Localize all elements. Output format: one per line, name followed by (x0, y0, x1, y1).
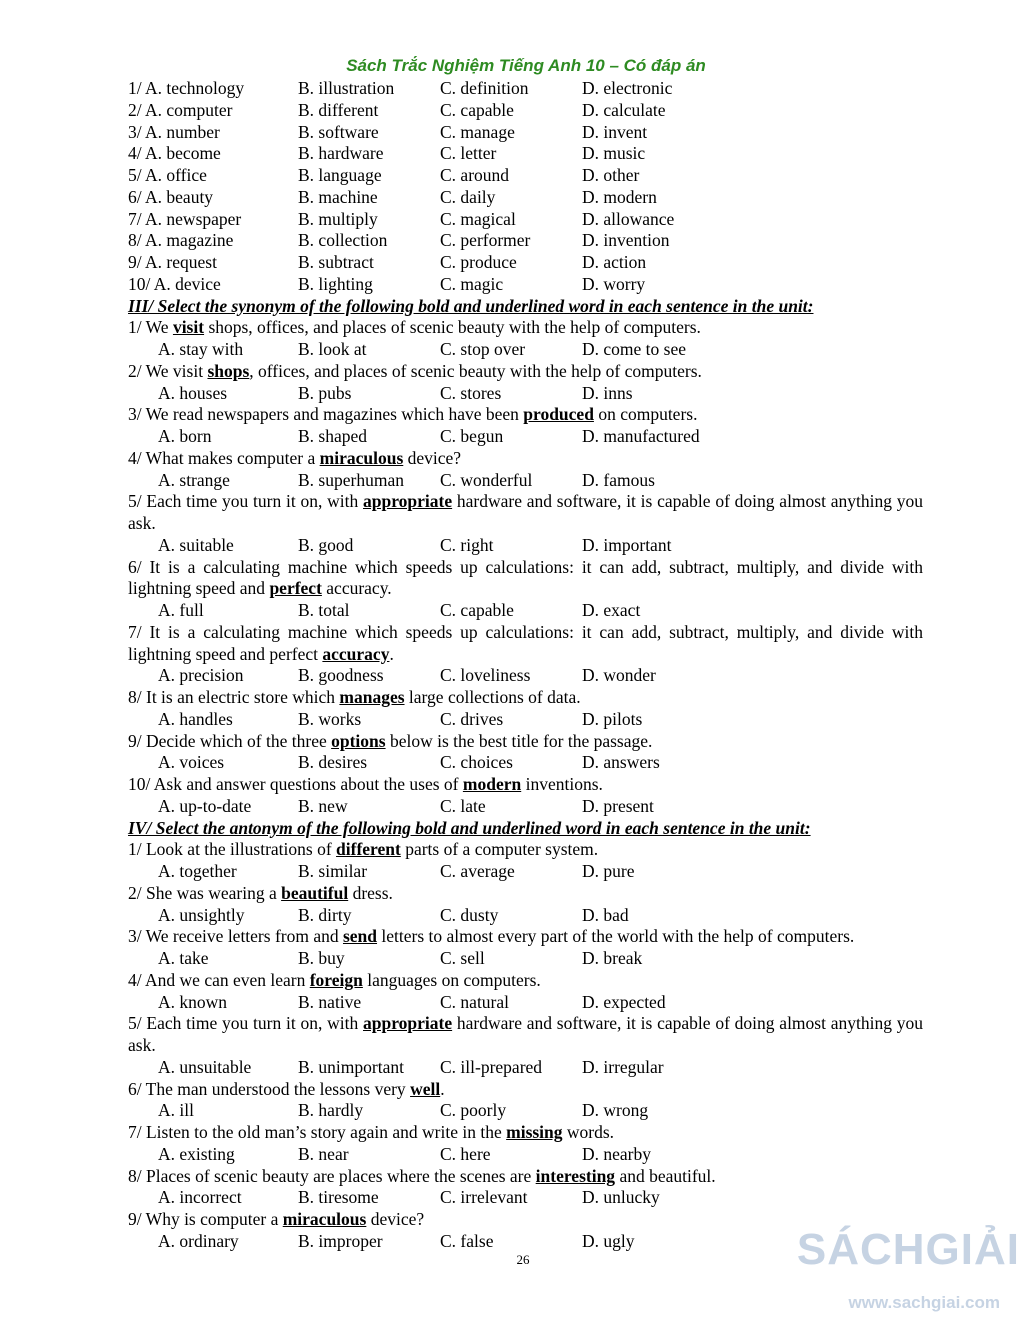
question-suffix: parts of a computer system. (400, 839, 599, 860)
pronunciation-option: B. hardware (298, 143, 384, 164)
keyword: interesting (535, 1165, 616, 1186)
pronunciation-row (128, 122, 923, 144)
question-text (128, 883, 923, 905)
pronunciation-option: D. worry (582, 273, 646, 294)
pronunciation-option: D. invent (582, 121, 648, 142)
pronunciation-option: C. definition (440, 78, 529, 98)
answer-option: B. works (298, 708, 362, 729)
pronunciation-option: C. performer (440, 230, 531, 251)
pronunciation-option: B. lighting (298, 273, 373, 294)
pronunciation-option: B. illustration (298, 78, 395, 98)
answer-options (128, 1187, 923, 1209)
question-suffix: letters to almost every part of the world with the help of computers. (377, 926, 855, 947)
answer-options (128, 752, 923, 774)
keyword: miraculous (319, 447, 404, 468)
question-prefix: 7/ It is a calculating machine which speeds up calculations: it can add, subtract, multiply, and divide with lightning speed and perfect (128, 621, 923, 664)
pronunciation-row (128, 274, 923, 296)
answer-options (128, 535, 923, 557)
question-prefix: 6/ The man understood the lessons very (128, 1078, 411, 1099)
question-suffix: . (440, 1078, 445, 1099)
question-text (128, 687, 923, 709)
answer-options (128, 796, 923, 818)
pronunciation-option: C. manage (440, 121, 515, 142)
keyword: appropriate (363, 1013, 453, 1034)
answer-option: A. together (158, 861, 237, 881)
question-prefix: 6/ It is a calculating machine which speeds up calculations: it can add, subtract, multiply, and divide with lightning speed and (128, 556, 923, 599)
pronunciation-row (128, 209, 923, 231)
worksheet-content (128, 78, 923, 1253)
keyword: options (331, 730, 386, 751)
answer-option: C. irrelevant (440, 1187, 528, 1208)
answer-option: B. shaped (298, 426, 368, 446)
question-prefix: 9/ Why is computer a (128, 1209, 283, 1229)
answer-option: A. known (158, 991, 228, 1012)
answer-option: B. native (298, 991, 362, 1012)
question-text (128, 1079, 923, 1101)
keyword: well (410, 1078, 441, 1099)
answer-option: A. incorrect (158, 1187, 242, 1208)
answer-option: D. wonder (582, 665, 656, 686)
answer-option: A. ill (158, 1100, 194, 1121)
answer-option: B. unimportant (298, 1056, 404, 1077)
question-prefix: 4/ What makes computer a (128, 447, 320, 468)
pronunciation-option: C. magic (440, 273, 504, 294)
answer-options (128, 905, 923, 927)
question-prefix: 3/ We read newspapers and magazines which have been (128, 404, 524, 425)
question-suffix: words. (562, 1122, 615, 1142)
answer-option: D. expected (582, 991, 666, 1012)
answer-options (128, 1057, 923, 1079)
pronunciation-row (128, 78, 923, 100)
pronunciation-option: B. software (298, 121, 379, 142)
page-number: 26 (516, 1252, 530, 1267)
answer-option: A. existing (158, 1143, 235, 1164)
answer-option: B. tiresome (298, 1187, 379, 1208)
question-prefix: 1/ We (128, 317, 173, 338)
answer-options (128, 1100, 923, 1122)
answer-option: A. take (158, 948, 209, 968)
watermark (796, 1215, 1020, 1325)
answer-option: D. manufactured (582, 426, 700, 446)
question-prefix: 7/ Listen to the old man’s story again and write in the (128, 1122, 507, 1142)
answer-option: C. capable (440, 600, 514, 620)
pronunciation-row (128, 100, 923, 122)
answer-option: A. voices (158, 752, 225, 773)
section-title: III/ Select the synonym of the following bold and underlined word in each sentence in the unit: (128, 295, 814, 316)
watermark-url: www.sachgiai.com (848, 1293, 1000, 1312)
answer-option: D. ugly (582, 1230, 635, 1251)
pronunciation-row (128, 187, 923, 209)
answer-option: D. answers (582, 752, 660, 773)
keyword: accuracy (322, 643, 390, 664)
answer-options (128, 600, 923, 622)
answer-option: A. houses (158, 382, 228, 403)
answer-option: A. stay with (158, 339, 244, 359)
question-prefix: 3/ We receive letters from and (128, 926, 343, 947)
keyword: produced (523, 404, 594, 425)
keyword: appropriate (363, 491, 453, 512)
question-text (128, 1013, 923, 1057)
answer-option: B. improper (298, 1230, 383, 1251)
pronunciation-option: C. capable (440, 99, 514, 120)
answer-option: A. suitable (158, 534, 234, 555)
question-suffix: accuracy. (321, 578, 392, 599)
answer-option: C. drives (440, 708, 504, 729)
pronunciation-option: D. invention (582, 230, 670, 251)
pronunciation-option: 5/ A. office (128, 165, 207, 185)
answer-option: A. up-to-date (158, 795, 252, 816)
answer-option: B. near (298, 1143, 349, 1164)
answer-option: C. sell (440, 948, 485, 968)
question-suffix: large collections of data. (404, 687, 581, 707)
question-text (128, 317, 923, 339)
answer-option: D. inns (582, 382, 633, 403)
keyword: modern (462, 774, 522, 794)
pronunciation-option: B. machine (298, 186, 378, 207)
answer-option: B. goodness (298, 665, 384, 686)
answer-option: D. wrong (582, 1100, 649, 1121)
question-prefix: 8/ Places of scenic beauty are places where the scenes are (128, 1165, 536, 1186)
answer-option: A. handles (158, 708, 233, 729)
pronunciation-option: 3/ A. number (128, 121, 220, 142)
question-text (128, 731, 923, 753)
question-suffix: dress. (348, 882, 393, 903)
question-suffix: hardware and software, it is capable of doing almost anything you ask. (128, 491, 923, 533)
pronunciation-option: D. modern (582, 186, 657, 207)
keyword: send (342, 926, 378, 947)
pronunciation-option: D. other (582, 165, 640, 185)
keyword: miraculous (282, 1209, 367, 1229)
answer-option: C. here (440, 1143, 491, 1164)
pronunciation-option: D. electronic (582, 78, 673, 98)
pronunciation-row (128, 165, 923, 187)
pronunciation-option: C. produce (440, 252, 517, 272)
pronunciation-option: 9/ A. request (128, 252, 217, 272)
question-prefix: 2/ She was wearing a (128, 882, 282, 903)
answer-options (128, 1144, 923, 1166)
answer-option: D. nearby (582, 1143, 652, 1164)
question-text (128, 404, 923, 426)
section-title: IV/ Select the antonym of the following bold and underlined word in each sentence in the unit: (128, 817, 811, 838)
answer-option: B. pubs (298, 382, 352, 403)
pronunciation-option: B. collection (298, 230, 388, 251)
question-text (128, 1166, 923, 1188)
pronunciation-option: 2/ A. computer (128, 99, 233, 120)
answer-option: C. natural (440, 991, 510, 1012)
question-suffix: and beautiful. (615, 1165, 716, 1186)
pronunciation-option: D. music (582, 143, 646, 164)
answer-option: A. born (158, 426, 212, 446)
keyword: missing (506, 1122, 563, 1142)
question-suffix: shops, offices, and places of scenic beauty with the help of computers. (204, 317, 701, 338)
page-header: Sách Trắc Nghiệm Tiếng Anh 10 – Có đáp án (346, 56, 706, 75)
answer-option: A. strange (158, 469, 230, 490)
question-suffix: device? (403, 447, 462, 468)
keyword: beautiful (281, 882, 349, 903)
answer-options (128, 861, 923, 883)
answer-options (128, 948, 923, 970)
question-prefix: 1/ Look at the illustrations of (128, 839, 337, 860)
answer-option: C. stores (440, 382, 502, 403)
answer-options (128, 992, 923, 1014)
pronunciation-option: B. different (298, 99, 379, 120)
pronunciation-option: D. calculate (582, 99, 666, 120)
answer-options (128, 383, 923, 405)
answer-option: D. pure (582, 861, 635, 881)
keyword: shops (207, 360, 250, 381)
answer-option: C. average (440, 861, 515, 881)
pronunciation-option: 7/ A. newspaper (128, 208, 242, 229)
question-suffix: below is the best title for the passage. (385, 730, 653, 751)
keyword: different (336, 839, 401, 860)
answer-option: C. poorly (440, 1100, 507, 1121)
pronunciation-row (128, 252, 923, 274)
question-text (128, 1122, 923, 1144)
question-prefix: 4/ And we can even learn (128, 969, 310, 990)
answer-option: D. famous (582, 469, 655, 490)
question-text (128, 361, 923, 383)
question-prefix: 2/ We visit (128, 360, 208, 381)
pronunciation-option: C. daily (440, 186, 496, 207)
answer-option: C. begun (440, 426, 504, 446)
pronunciation-option: C. letter (440, 143, 497, 164)
answer-options (128, 665, 923, 687)
answer-option: B. dirty (298, 904, 352, 925)
question-suffix: , offices, and places of scenic beauty with the help of computers. (249, 360, 702, 381)
question-prefix: 5/ Each time you turn it on, with (128, 491, 363, 512)
question-text (128, 774, 923, 796)
answer-option: A. unsightly (158, 904, 245, 925)
answer-option: A. ordinary (158, 1230, 239, 1251)
pronunciation-option: 8/ A. magazine (128, 230, 234, 251)
question-text (128, 622, 923, 666)
answer-option: B. new (298, 795, 348, 816)
answer-option: B. total (298, 600, 350, 620)
pronunciation-option: B. multiply (298, 208, 378, 229)
question-text (128, 839, 923, 861)
keyword: perfect (269, 578, 322, 599)
keyword: foreign (309, 969, 363, 990)
answer-options (128, 339, 923, 361)
answer-option: D. come to see (582, 339, 686, 359)
answer-option: D. pilots (582, 708, 643, 729)
pronunciation-option: D. action (582, 252, 647, 272)
answer-option: C. ill-prepared (440, 1056, 543, 1077)
pronunciation-option: B. language (298, 165, 382, 185)
question-prefix: 9/ Decide which of the three (128, 730, 332, 751)
answer-option: B. superhuman (298, 469, 404, 490)
question-prefix: 10/ Ask and answer questions about the uses of (128, 774, 463, 794)
answer-option: C. choices (440, 752, 513, 773)
question-suffix: languages on computers. (362, 969, 541, 990)
answer-option: C. false (440, 1230, 494, 1251)
answer-option: A. unsuitable (158, 1056, 252, 1077)
question-suffix: inventions. (521, 774, 603, 794)
answer-options (128, 470, 923, 492)
answer-option: B. hardly (298, 1100, 364, 1121)
answer-option: B. similar (298, 861, 368, 881)
answer-option: C. loveliness (440, 665, 531, 686)
answer-option: C. right (440, 534, 494, 555)
answer-option: B. buy (298, 948, 345, 968)
answer-option: C. dusty (440, 904, 499, 925)
pronunciation-option: C. around (440, 165, 510, 185)
question-suffix: . (389, 643, 394, 664)
answer-option: D. important (582, 534, 672, 555)
answer-option: A. precision (158, 665, 244, 686)
answer-option: C. stop over (440, 339, 526, 359)
answer-option: D. present (582, 795, 654, 816)
answer-option: A. full (158, 600, 204, 620)
answer-option: B. good (298, 534, 354, 555)
question-suffix: hardware and software, it is capable of doing almost anything you ask. (128, 1013, 923, 1055)
question-text (128, 970, 923, 992)
watermark-logo: SÁCHGIẢI (796, 1225, 1020, 1274)
question-text (128, 448, 923, 470)
question-suffix: on computers. (593, 404, 698, 425)
pronunciation-option: D. allowance (582, 208, 675, 229)
pronunciation-option: 6/ A. beauty (128, 186, 214, 207)
pronunciation-option: 1/ A. technology (128, 78, 245, 98)
answer-options (128, 426, 923, 448)
pronunciation-option: C. magical (440, 208, 516, 229)
answer-option: C. late (440, 795, 486, 816)
keyword: visit (172, 317, 205, 338)
question-text (128, 926, 923, 948)
question-text (128, 557, 923, 601)
answer-option: C. wonderful (440, 469, 533, 490)
answer-option: B. look at (298, 339, 367, 359)
pronunciation-option: 10/ A. device (128, 273, 221, 294)
answer-option: B. desires (298, 752, 368, 773)
answer-options (128, 709, 923, 731)
pronunciation-option: 4/ A. become (128, 143, 221, 164)
answer-option: D. bad (582, 904, 629, 925)
answer-option: D. exact (582, 600, 641, 620)
question-prefix: 8/ It is an electric store which (128, 687, 340, 707)
answer-option: D. break (582, 948, 643, 968)
answer-option: D. irregular (582, 1056, 664, 1077)
pronunciation-row (128, 143, 923, 165)
question-suffix: device? (366, 1209, 425, 1229)
question-text (128, 491, 923, 535)
pronunciation-row (128, 230, 923, 252)
pronunciation-option: B. subtract (298, 252, 374, 272)
keyword: manages (339, 687, 405, 707)
answer-option: D. unlucky (582, 1187, 660, 1208)
question-prefix: 5/ Each time you turn it on, with (128, 1013, 363, 1034)
